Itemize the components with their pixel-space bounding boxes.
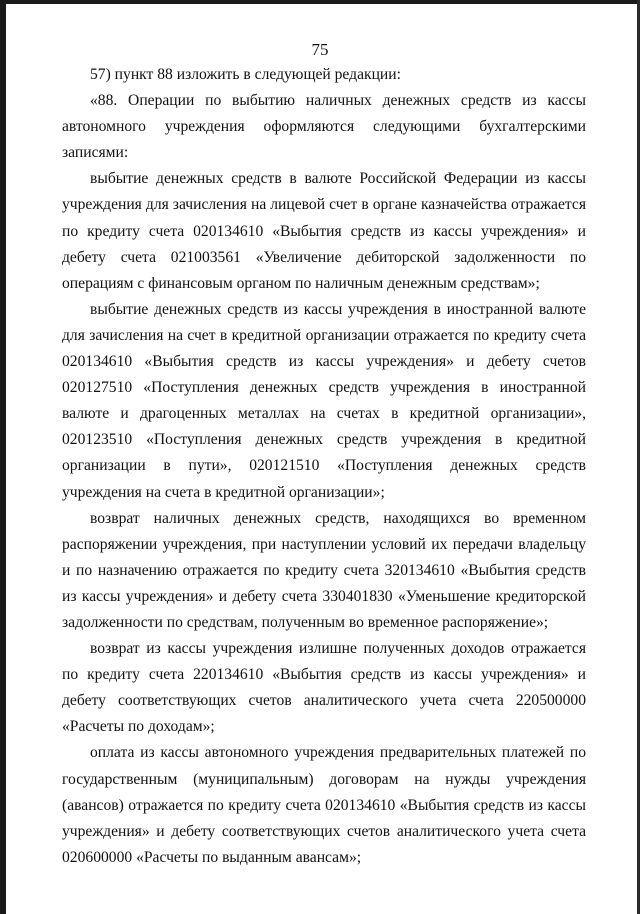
paragraph-temporary-funds-return: возврат наличных денежных средств, находящихся во временном распоряжении учреждения, при наступлении условий их передачи владельцу и по назначению отражается по кредиту счета 320134610 «Выбытия средств из кассы учреждения» и дебету счета 330401830 «Уменьшение кредиторской задолженности по средствам, полученным во временное распоряжение»; — [62, 509, 586, 631]
paragraph-rub-cash-disposal: выбытие денежных средств в валюте Российской Федерации из кассы учреждения для зачисления на лицевой счет в органе казначейства отражается по кредиту счета 020134610 «Выбытия средств из кассы учреждения» и дебету счета 021003561 «Увеличение дебиторской задолженности по операциям с финансовым органом по наличным денежным средствам»; — [62, 170, 586, 292]
scan-edge-left — [0, 0, 6, 914]
paragraph-88-heading: «88. Операции по выбытию наличных денежных средств из кассы автономного учреждения оформляются следующими бухгалтерскими записями: — [62, 92, 586, 162]
paragraph-advance-payments: оплата из кассы автономного учреждения предварительных платежей по государственным (муниципальным) договорам на нужды учреждения (авансов) отражается по кредиту счета 020134610 «Выбытия средств из кассы учреждения» и дебету соответствующих счетов аналитического учета счета 020600000 «Расчеты по выданным авансам»; — [62, 744, 586, 866]
paragraph-foreign-currency-disposal: выбытие денежных средств из кассы учреждения в иностранной валюте для зачисления на счет в кредитной организации отражается по кредиту счета 020134610 «Выбытия средств из кассы учреждения» и дебету счетов 020127510 «Поступления денежных средств учреждения в иностранной валюте и драгоценных металлах на счетах в кредитной организации», 020123510 «Поступления денежных средств учреждения в кредитной организации в пути», 020121510 «Поступления денежных средств учреждения на счета в кредитной организации»; — [62, 300, 586, 501]
page-number: 75 — [311, 40, 329, 59]
document-body — [62, 62, 586, 871]
scan-edge-top — [0, 0, 640, 4]
paragraph-excess-income-return: возврат из кассы учреждения излишне полученных доходов отражается по кредиту счета 220134610 «Выбытия средств из кассы учреждения» и дебету соответствующих счетов аналитического учета счета 220500000 «Расчеты по доходам»; — [62, 640, 586, 736]
paragraph-amendment-intro: 57) пункт 88 изложить в следующей редакции: — [90, 66, 401, 83]
